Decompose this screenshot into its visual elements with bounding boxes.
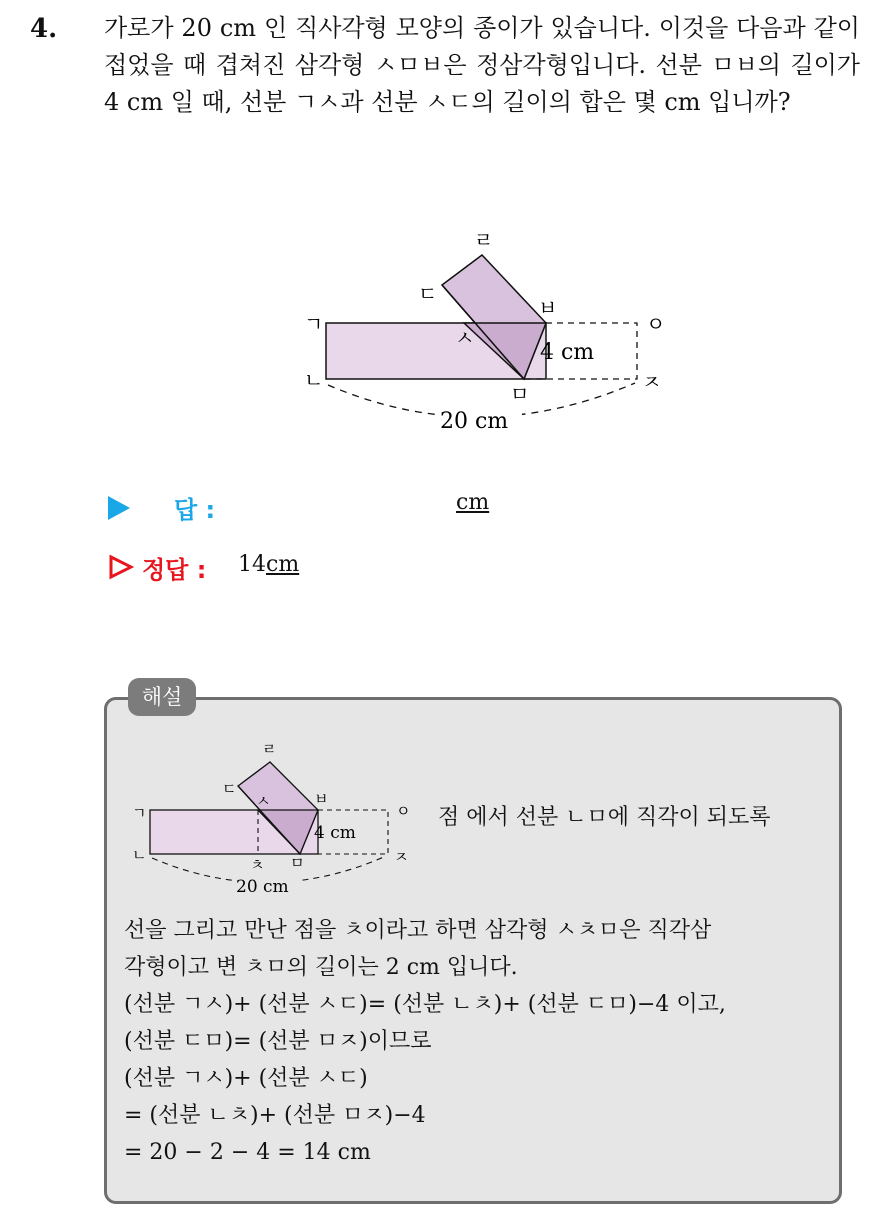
answer-unit: cm (456, 490, 490, 515)
label-m: ㅁ (510, 382, 530, 406)
label-r: ㄹ (474, 228, 494, 252)
correct-answer-row (108, 550, 608, 584)
answer-label: 답 : (174, 496, 216, 524)
explanation-line: 각형이고 변 ㅊㅁ의 길이는 2 cm 입니다. (124, 955, 518, 980)
width-label: 20 cm (440, 409, 509, 434)
explanation-line: (선분 ㄱㅅ)+ (선분 ㅅㄷ) (124, 1066, 368, 1091)
explanation-line: (선분 ㄷㅁ)= (선분 ㅁㅈ)이므로 (124, 1029, 432, 1054)
label-b: ㅂ (538, 296, 558, 320)
explanation-figure (124, 740, 424, 900)
svg-text:ㅅ: ㅅ (256, 792, 271, 810)
explanation-tag: 해설 (128, 678, 196, 716)
folded-paper-figure (290, 225, 690, 440)
explanation-first-line: 점 에서 선분 ㄴㅁ에 직각이 되도록 (438, 805, 771, 830)
svg-text:ㅁ: ㅁ (290, 854, 305, 872)
svg-text:ㄴ: ㄴ (132, 846, 147, 864)
svg-text:ㅊ: ㅊ (250, 856, 265, 874)
svg-text:ㄷ: ㄷ (222, 780, 237, 798)
explanation-line: 선을 그리고 만난 점을 ㅊ이라고 하면 삼각형 ㅅㅊㅁ은 직각삼 (124, 918, 712, 943)
label-n: ㄴ (304, 368, 324, 392)
play-icon (108, 496, 130, 520)
svg-text:ㅈ: ㅈ (394, 848, 409, 866)
explanation-line: (선분 ㄱㅅ)+ (선분 ㅅㄷ)= (선분 ㄴㅊ)+ (선분 ㄷㅁ)−4 이고, (124, 992, 726, 1017)
label-s: ㅅ (455, 326, 475, 350)
question-number: 4. (30, 14, 58, 44)
play-outline-icon (108, 554, 134, 580)
svg-text:ㅇ: ㅇ (396, 802, 411, 820)
svg-text:ㄹ: ㄹ (262, 740, 277, 758)
explanation-line: = (선분 ㄴㅊ)+ (선분 ㅁㅈ)−4 (124, 1103, 426, 1128)
question-text: 가로가 20 cm 인 직사각형 모양의 종이가 있습니다. 이것을 다음과 같이 접었을 때 겹쳐진 삼각형 ㅅㅁㅂ은 정삼각형입니다. 선분 ㅁㅂ의 길이가 4 cm 일 때, 선분 ㄱㅅ과 선분 ㅅㄷ의 길이의 합은 몇 cm 입니까? (104, 14, 860, 116)
explanation-line: = 20 − 2 − 4 = 14 cm (124, 1140, 371, 1165)
answer-row (108, 490, 608, 524)
svg-text:ㅂ: ㅂ (314, 790, 329, 808)
svg-text:ㄱ: ㄱ (132, 804, 147, 822)
label-o: ㅇ (646, 312, 666, 336)
label-d: ㄷ (418, 282, 438, 306)
correct-label: 정답 : (142, 556, 207, 584)
side-length-label: 4 cm (540, 340, 595, 365)
explanation-lines (124, 912, 830, 1171)
label-j: ㅈ (642, 370, 662, 394)
label-g: ㄱ (304, 312, 324, 336)
svg-text:20 cm: 20 cm (236, 877, 289, 897)
correct-value: 14cm (238, 552, 300, 577)
svg-text:4 cm: 4 cm (314, 823, 356, 843)
